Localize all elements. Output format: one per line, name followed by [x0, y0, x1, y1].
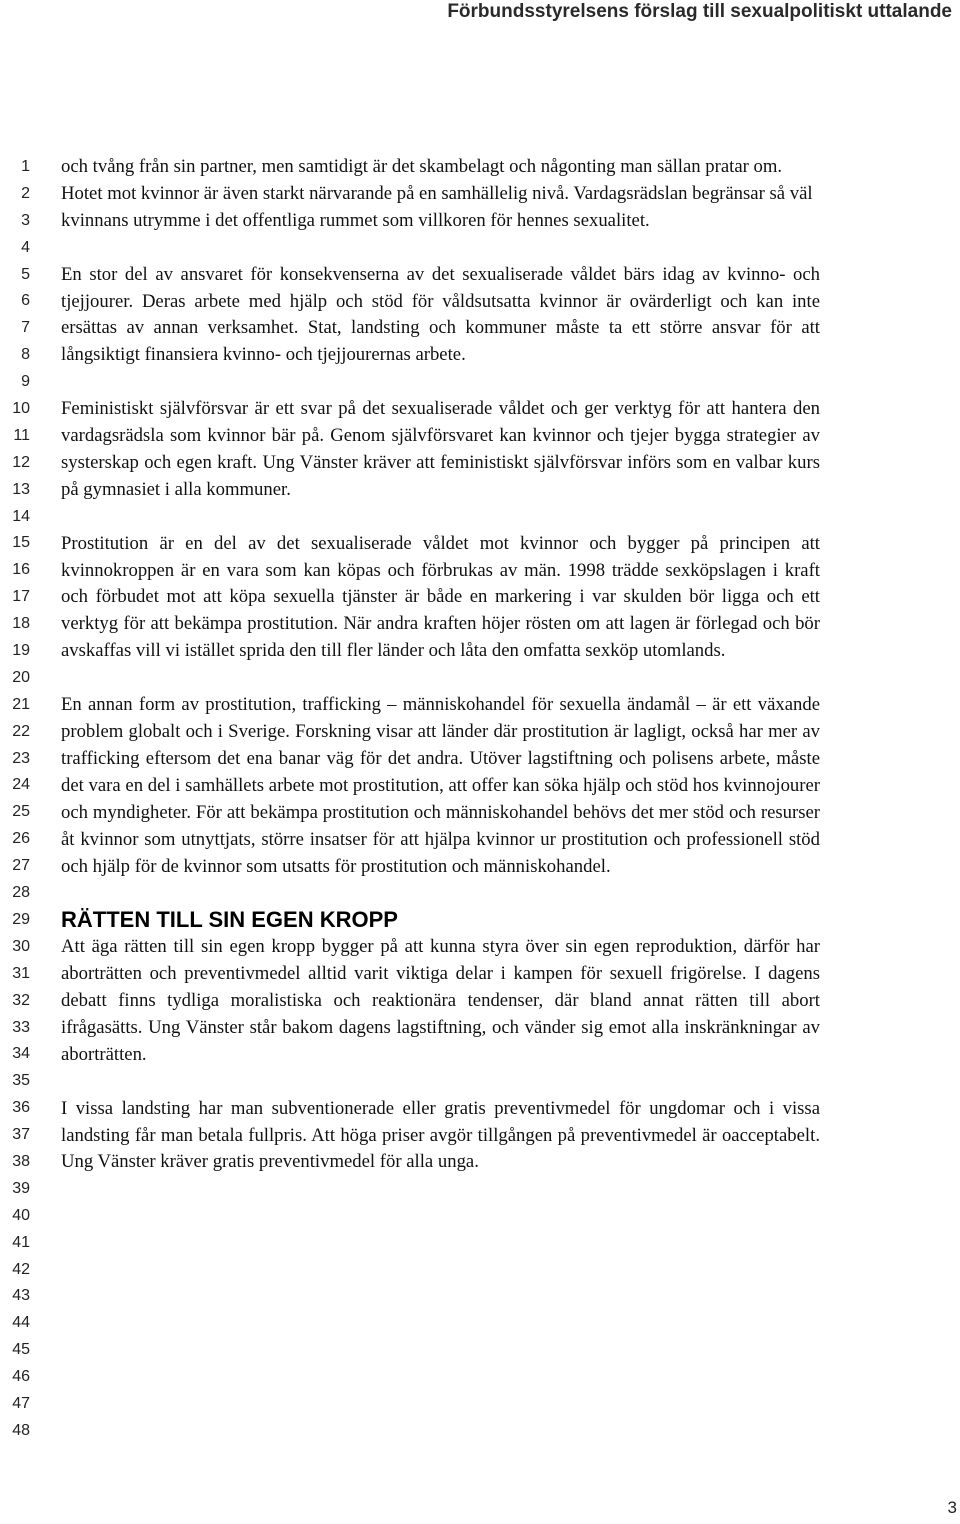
line-number: 13	[12, 480, 30, 498]
paragraph-3: Feministiskt självförsvar är ett svar på det sexualiserade våldet och ger verktyg för att hantera den vardagsrädsla som kvinnor bär på. Genom självförsvaret kan kvinnor och tjejer bygga strategier av systerskap och egen kraft. Ung Vänster kräver att feministiskt självförsvar införs som en valbar kurs på gymnasiet i alla kommuner.	[61, 398, 820, 500]
page-number: 3	[947, 1498, 957, 1517]
line-number: 31	[12, 964, 30, 982]
paragraph-1: och tvång från sin partner, men samtidigt är det skambelagt och någonting man sällan pratar om. Hotet mot kvinnor är även starkt närvarande på en samhällelig nivå. Vardagsrädslan begränsar så väl kvinnans utrymme i det offentliga rummet som villkoren för hennes sexualitet.	[61, 156, 813, 231]
line-number: 6	[21, 292, 30, 310]
line-number: 39	[12, 1179, 30, 1197]
paragraph-2: En stor del av ansvaret för konsekvenserna av det sexualiserade våldet bärs idag av kvinno- och tjejjourer. Deras arbete med hjälp och stöd för våldsutsatta kvinnor är ovärderligt och kan inte ersättas av annan verksamhet. Stat, landsting och kommuner måste ta ett större ansvar för att långsiktigt finansiera kvinno- och tjejjourernas arbete.	[61, 263, 820, 366]
line-number: 1	[21, 158, 30, 175]
line-number: 43	[12, 1287, 30, 1305]
line-number: 4	[21, 238, 30, 256]
line-number: 14	[12, 507, 30, 525]
line-number: 37	[12, 1126, 30, 1144]
paragraph-5: En annan form av prostitution, trafficking – människohandel för sexuella ändamål – är ett växande problem globalt och i Sverige. Forskning visar att länder där prostitution är lagligt, också har mer av trafficking eftersom det ena banar väg för det andra. Utöver lagstiftning och polisens arbete, måste det vara en del i samhällets arbete mot prostitution, att offer kan söka hjälp och stöd hos kvinnojourer och myndigheter. För att bekämpa prostitution och människohandel behövs det mer stöd och resurser åt kvinnor som utnyttjats, större insatser för att hjälpa kvinnor ur prostitution och professionell stöd och hjälp för de kvinnor som utsatts för prostitution och människohandel.	[61, 694, 820, 877]
line-number: 36	[12, 1099, 30, 1117]
line-number: 27	[12, 857, 30, 875]
running-header: Förbundsstyrelsens förslag till sexualpolitiskt uttalande	[447, 1, 952, 22]
paragraph-6: Att äga rätten till sin egen kropp bygger på att kunna styra över sin egen reproduktion, därför har aborträtten och preventivmedel alltid varit viktiga delar i kampen för sexuell frigörelse. I dagens debatt finns tydliga moralistiska och reaktionära tendenser, där bland annat rätten till abort ifrågasätts. Ung Vänster står bakom dagens lagstiftning, och vänder sig emot alla inskränkningar av aborträtten.	[61, 936, 820, 1065]
line-number: 11	[13, 426, 30, 444]
line-number: 16	[12, 561, 30, 579]
line-number: 40	[12, 1206, 30, 1224]
line-number: 24	[12, 776, 30, 794]
line-number: 21	[12, 695, 30, 713]
line-number: 12	[12, 453, 30, 471]
line-number: 44	[12, 1314, 30, 1332]
line-number-column	[0, 154, 30, 1445]
line-number: 47	[12, 1394, 30, 1412]
line-number: 34	[12, 1045, 30, 1063]
line-number: 20	[12, 668, 30, 686]
section-heading: RÄTTEN TILL SIN EGEN KROPP	[61, 907, 398, 933]
line-number: 48	[12, 1421, 30, 1439]
line-number: 22	[12, 722, 30, 740]
line-number: 42	[12, 1260, 30, 1278]
line-number: 19	[12, 642, 30, 660]
line-number: 18	[12, 615, 30, 633]
line-number: 3	[21, 211, 30, 229]
line-number: 28	[12, 884, 30, 902]
line-number: 2	[21, 184, 30, 202]
line-number: 38	[12, 1152, 30, 1170]
line-number: 26	[12, 830, 30, 848]
line-number: 8	[21, 346, 30, 364]
line-number: 5	[21, 265, 30, 283]
line-number: 10	[12, 400, 30, 418]
paragraph-7: I vissa landsting har man subventionerade eller gratis preventivmedel för ungdomar och i vissa landsting får man betala fullpris. Att höga priser avgör tillgången på preventivmedel är oacceptabelt. Ung Vänster kräver gratis preventivmedel för alla unga.	[61, 1097, 820, 1173]
line-number: 35	[12, 1072, 30, 1090]
line-number: 29	[12, 910, 30, 928]
line-number: 46	[12, 1368, 30, 1386]
line-number: 33	[12, 1018, 30, 1036]
line-number: 25	[12, 803, 30, 821]
line-number: 32	[12, 991, 30, 1009]
line-number: 7	[21, 319, 30, 337]
line-number: 30	[12, 937, 30, 955]
line-number: 41	[12, 1233, 30, 1251]
line-number: 23	[12, 749, 30, 767]
line-number: 45	[12, 1341, 30, 1359]
line-number: 9	[21, 373, 30, 391]
line-number: 17	[12, 588, 30, 606]
paragraph-4: Prostitution är en del av det sexualiserade våldet mot kvinnor och bygger på principen att kvinnokroppen är en vara som kan köpas och förbrukas av män. 1998 trädde sexköpslagen i kraft och förbudet mot att köpa sexuella tjänster är både en markering i var skulden bör ligga och ett verktyg för att bekämpa prostitution. När andra kraften höjer rösten om att lagen är förlegad och bör avskaffas vill vi istället sprida den till fler länder och låta den omfatta sexköp utomlands.	[61, 532, 820, 662]
document-body	[61, 154, 820, 1203]
line-number: 15	[12, 534, 30, 552]
